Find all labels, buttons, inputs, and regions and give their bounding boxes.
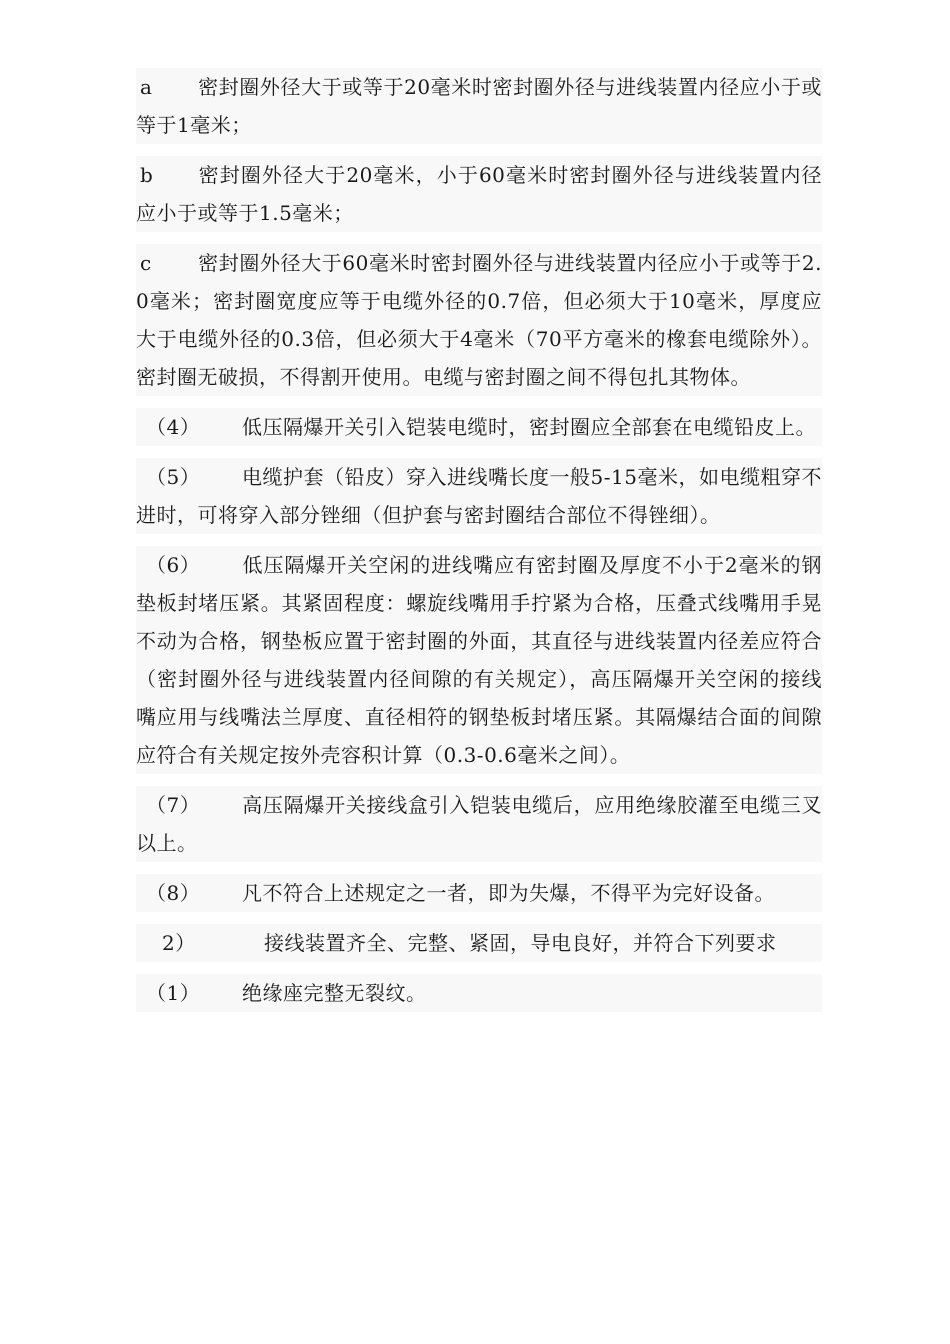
paragraph-text: 高压隔爆开关接线盒引入铠装电缆后，应用绝缘胶灌至电缆三叉以上。	[136, 793, 822, 855]
paragraph-4	[136, 408, 822, 446]
paragraph-c	[136, 244, 822, 396]
paragraph-text: 密封圈外径大于或等于20毫米时密封圈外径与进线装置内径应小于或等于1毫米；	[136, 75, 822, 137]
paragraph-a	[136, 68, 822, 144]
paragraph-8	[136, 874, 822, 912]
paragraph-text: 凡不符合上述规定之一者，即为失爆，不得平为完好设备。	[242, 881, 775, 905]
item-marker: （8）	[146, 881, 201, 905]
paragraph-6	[136, 546, 822, 774]
paragraph-text: 低压隔爆开关空闲的进线嘴应有密封圈及厚度不小于2毫米的钢垫板封堵压紧。其紧固程度：螺旋线嘴用手拧紧为合格，压叠式线嘴用手晃不动为合格，钢垫板应置于密封圈的外面，其直径与进线装置内径差应符合（密封圈外径与进线装置内径间隙的有关规定），高压隔爆开关空闲的接线嘴应用与线嘴法兰厚度、直径相符的钢垫板封堵压紧。其隔爆结合面的间隙应符合有关规定按外壳容积计算（0.3-0.6毫米之间）。	[136, 553, 822, 767]
item-marker: （4）	[146, 415, 201, 439]
section-2-heading	[136, 924, 822, 962]
paragraph-b	[136, 156, 822, 232]
item-marker: （6）	[146, 553, 201, 577]
paragraph-text: 密封圈外径大于60毫米时密封圈外径与进线装置内径应小于或等于2.0毫米；密封圈宽度应等于电缆外径的0.7倍，但必须大于10毫米，厚度应大于电缆外径的0.3倍，但必须大于4毫米（70平方毫米的橡套电缆除外）。密封圈无破损，不得割开使用。电缆与密封圈之间不得包扎其物体。	[136, 251, 822, 389]
item-marker: 2）	[162, 931, 196, 955]
document-body	[136, 68, 822, 1024]
paragraph-text: 电缆护套（铅皮）穿入进线嘴长度一般5-15毫米，如电缆粗穿不进时，可将穿入部分锉细（但护套与密封圈结合部位不得锉细）。	[136, 465, 822, 527]
item-marker: （1）	[146, 981, 201, 1005]
paragraph-text: 密封圈外径大于20毫米，小于60毫米时密封圈外径与进线装置内径应小于或等于1.5毫米；	[136, 163, 822, 225]
item-marker: b	[140, 163, 154, 187]
item-marker: a	[140, 75, 153, 99]
item-marker: （7）	[146, 793, 201, 817]
paragraph-text: 接线装置齐全、完整、紧固，导电良好，并符合下列要求	[264, 931, 777, 955]
paragraph-5	[136, 458, 822, 534]
paragraph-text: 低压隔爆开关引入铠装电缆时，密封圈应全部套在电缆铅皮上。	[242, 415, 816, 439]
item-marker: c	[140, 251, 152, 275]
paragraph-text: 绝缘座完整无裂纹。	[242, 981, 427, 1005]
paragraph-1	[136, 974, 822, 1012]
paragraph-7	[136, 786, 822, 862]
item-marker: （5）	[146, 465, 201, 489]
